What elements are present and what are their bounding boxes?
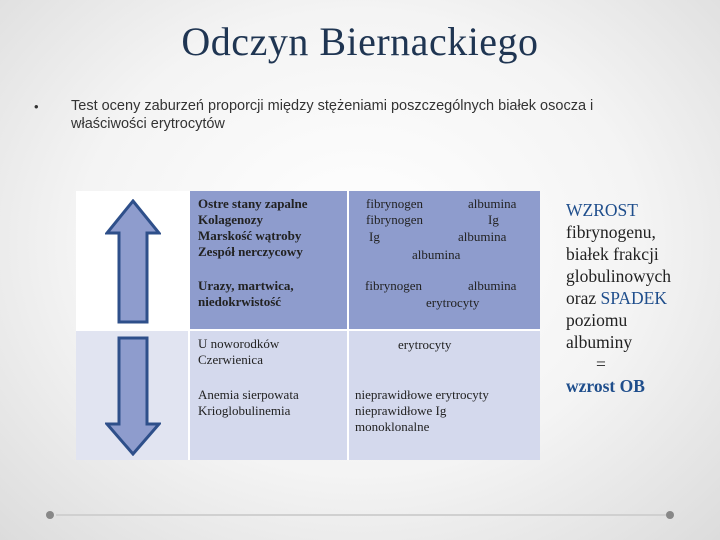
conditions-group-2 — [198, 278, 294, 310]
table-cell-arrow-up — [76, 191, 189, 330]
protein-label: fibrynogen — [365, 278, 423, 293]
result-table — [76, 191, 540, 460]
conclusion-line: = — [596, 354, 606, 374]
conclusion-line: fibrynogenu, — [566, 222, 656, 242]
table-cell-arrow-down — [76, 330, 189, 460]
protein-label: nieprawidłowe Ig — [355, 403, 447, 418]
condition-label: niedokrwistość — [198, 294, 282, 309]
footer-dot-left — [46, 511, 54, 519]
conditions-group-1 — [198, 196, 308, 260]
condition-label: Czerwienica — [198, 352, 263, 367]
protein-label: albumina — [458, 229, 507, 244]
protein-label: fibrynogen — [366, 196, 424, 211]
condition-label: Marskość wątroby — [198, 228, 302, 243]
protein-label: erytrocyty — [398, 337, 452, 352]
conclusion-line — [566, 287, 706, 309]
bullet-icon: • — [34, 99, 39, 114]
footer-line — [56, 514, 666, 516]
up-arrow-icon — [105, 199, 161, 324]
protein-label: albumina — [412, 247, 461, 262]
condition-label: Krioglobulinemia — [198, 403, 291, 418]
protein-label: albumina — [468, 196, 517, 211]
conditions-group-3 — [198, 336, 279, 368]
table-divider — [76, 329, 540, 331]
protein-group — [355, 387, 489, 435]
conclusion-line: WZROST — [566, 200, 638, 220]
protein-label: albumina — [468, 278, 517, 293]
footer-dot-right — [666, 511, 674, 519]
conclusion-line: albuminy — [566, 332, 633, 352]
condition-label: Anemia sierpowata — [198, 387, 299, 402]
condition-label: Urazy, martwica, — [198, 278, 294, 293]
protein-label: nieprawidłowe erytrocyty — [355, 387, 489, 402]
intro-text: Test oceny zaburzeń proporcji między stężeniami poszczególnych białek osocza i właściwości erytrocytów — [71, 98, 594, 132]
protein-label: erytrocyty — [426, 295, 480, 310]
conditions-group-4 — [198, 387, 299, 419]
conclusion-line: poziomu — [566, 310, 628, 330]
table-divider — [347, 191, 349, 460]
conclusion-line: globulinowych — [566, 266, 671, 286]
condition-label: Kolagenozy — [198, 212, 263, 227]
slide-title: Odczyn Biernackiego — [181, 19, 539, 64]
conclusion-text — [566, 199, 706, 397]
condition-label: U noworodków — [198, 336, 280, 351]
conclusion-line: wzrost OB — [566, 376, 645, 396]
conclusion-line: białek frakcji — [566, 244, 659, 264]
down-arrow-icon — [105, 336, 161, 456]
protein-label: fibrynogen — [366, 212, 424, 227]
conclusion-word: SPADEK — [600, 288, 667, 308]
condition-label: Ostre stany zapalne — [198, 196, 308, 211]
protein-label: Ig — [488, 212, 499, 227]
table-divider — [188, 191, 190, 460]
conclusion-word: oraz — [566, 288, 601, 308]
condition-label: Zespół nerczycowy — [198, 244, 303, 259]
protein-label: Ig — [369, 229, 380, 244]
protein-label: monoklonalne — [355, 419, 430, 434]
